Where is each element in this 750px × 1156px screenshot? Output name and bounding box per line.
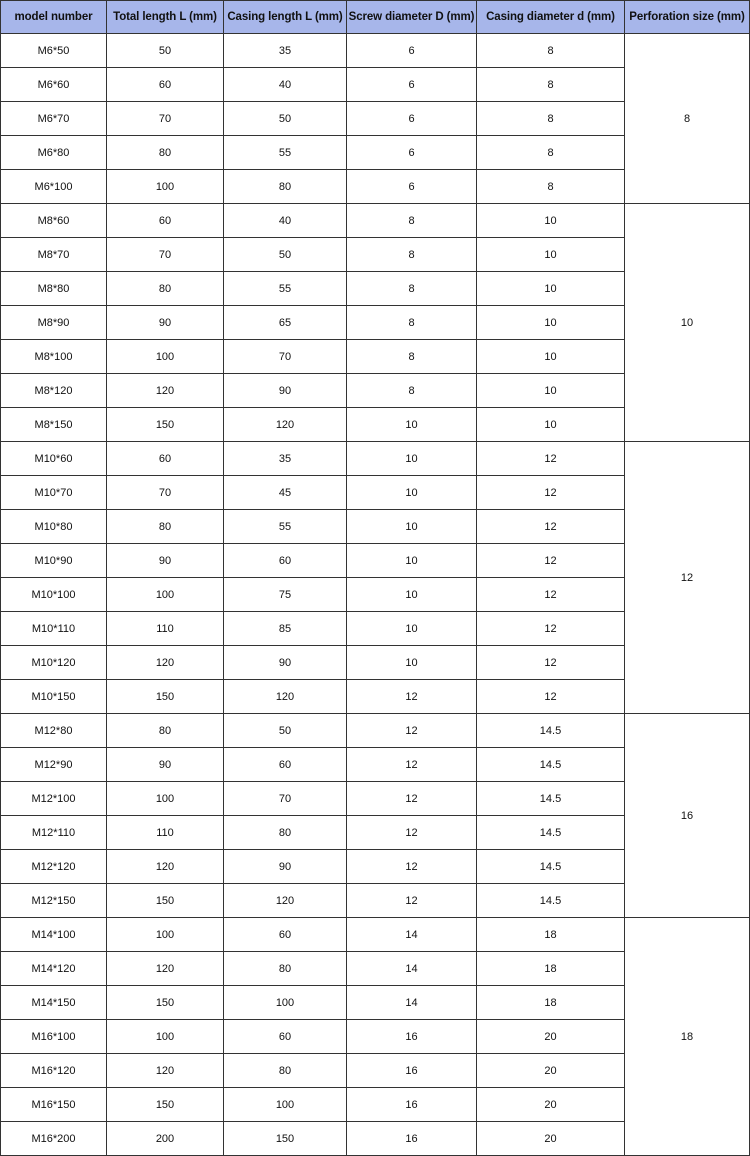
model-number-cell: M8*60 [1,204,107,238]
screw-diameter-cell: 10 [347,408,477,442]
screw-diameter-cell: 8 [347,204,477,238]
screw-diameter-cell: 6 [347,136,477,170]
screw-diameter-cell: 10 [347,442,477,476]
model-number-cell: M6*80 [1,136,107,170]
model-number-cell: M12*120 [1,850,107,884]
casing-length-cell: 100 [224,986,347,1020]
screw-diameter-cell: 8 [347,374,477,408]
model-number-cell: M10*90 [1,544,107,578]
total-length-cell: 120 [107,646,224,680]
casing-diameter-cell: 12 [477,510,625,544]
perforation-size-cell: 8 [625,34,750,204]
total-length-cell: 80 [107,714,224,748]
casing-length-cell: 50 [224,102,347,136]
model-number-cell: M10*150 [1,680,107,714]
screw-diameter-cell: 8 [347,238,477,272]
casing-diameter-cell: 10 [477,340,625,374]
screw-diameter-cell: 10 [347,476,477,510]
total-length-cell: 120 [107,374,224,408]
model-number-cell: M8*150 [1,408,107,442]
screw-diameter-cell: 16 [347,1020,477,1054]
perforation-size-cell: 12 [625,442,750,714]
model-number-cell: M10*110 [1,612,107,646]
model-number-cell: M10*70 [1,476,107,510]
casing-length-cell: 90 [224,646,347,680]
total-length-cell: 60 [107,204,224,238]
model-number-cell: M6*60 [1,68,107,102]
casing-diameter-cell: 14.5 [477,816,625,850]
screw-diameter-cell: 16 [347,1122,477,1156]
model-number-cell: M6*70 [1,102,107,136]
casing-diameter-cell: 12 [477,612,625,646]
perforation-size-cell: 16 [625,714,750,918]
model-number-cell: M12*100 [1,782,107,816]
total-length-cell: 70 [107,102,224,136]
screw-diameter-cell: 8 [347,306,477,340]
table-row [1,714,750,748]
model-number-cell: M8*80 [1,272,107,306]
total-length-cell: 200 [107,1122,224,1156]
casing-diameter-cell: 18 [477,918,625,952]
table-row [1,442,750,476]
casing-diameter-cell: 8 [477,102,625,136]
casing-diameter-cell: 14.5 [477,714,625,748]
total-length-cell: 70 [107,238,224,272]
casing-length-cell: 90 [224,850,347,884]
total-length-cell: 80 [107,136,224,170]
screw-diameter-cell: 12 [347,680,477,714]
total-length-cell: 80 [107,510,224,544]
screw-diameter-cell: 12 [347,748,477,782]
casing-diameter-cell: 12 [477,476,625,510]
casing-length-cell: 80 [224,816,347,850]
total-length-cell: 120 [107,952,224,986]
casing-diameter-cell: 20 [477,1054,625,1088]
casing-length-cell: 40 [224,68,347,102]
total-length-cell: 100 [107,1020,224,1054]
perforation-size-cell: 18 [625,918,750,1156]
total-length-cell: 90 [107,544,224,578]
table-body [1,34,750,1156]
casing-length-cell: 80 [224,170,347,204]
model-number-cell: M10*100 [1,578,107,612]
casing-length-cell: 45 [224,476,347,510]
casing-diameter-cell: 10 [477,374,625,408]
screw-diameter-cell: 10 [347,544,477,578]
casing-diameter-cell: 12 [477,680,625,714]
screw-diameter-cell: 14 [347,952,477,986]
casing-diameter-cell: 12 [477,442,625,476]
casing-length-cell: 120 [224,408,347,442]
casing-length-cell: 80 [224,952,347,986]
model-number-cell: M12*150 [1,884,107,918]
model-number-cell: M12*90 [1,748,107,782]
total-length-cell: 100 [107,578,224,612]
header-row [1,1,750,34]
casing-diameter-cell: 20 [477,1122,625,1156]
casing-length-cell: 120 [224,680,347,714]
screw-diameter-cell: 14 [347,986,477,1020]
screw-diameter-cell: 10 [347,646,477,680]
screw-diameter-cell: 6 [347,34,477,68]
casing-diameter-cell: 12 [477,544,625,578]
total-length-cell: 120 [107,850,224,884]
casing-length-cell: 75 [224,578,347,612]
header-model-number: model number [1,1,107,34]
total-length-cell: 90 [107,748,224,782]
casing-diameter-cell: 20 [477,1020,625,1054]
total-length-cell: 150 [107,884,224,918]
casing-diameter-cell: 10 [477,408,625,442]
table-row [1,204,750,238]
casing-diameter-cell: 8 [477,34,625,68]
casing-length-cell: 120 [224,884,347,918]
screw-diameter-cell: 12 [347,782,477,816]
total-length-cell: 70 [107,476,224,510]
model-number-cell: M16*150 [1,1088,107,1122]
screw-diameter-cell: 8 [347,340,477,374]
total-length-cell: 150 [107,408,224,442]
model-number-cell: M14*100 [1,918,107,952]
casing-length-cell: 60 [224,544,347,578]
model-number-cell: M8*120 [1,374,107,408]
model-number-cell: M10*60 [1,442,107,476]
model-number-cell: M8*100 [1,340,107,374]
header-perforation-size: Perforation size (mm) [625,1,750,34]
casing-length-cell: 40 [224,204,347,238]
screw-diameter-cell: 16 [347,1088,477,1122]
casing-length-cell: 65 [224,306,347,340]
casing-diameter-cell: 18 [477,952,625,986]
total-length-cell: 150 [107,680,224,714]
casing-length-cell: 100 [224,1088,347,1122]
model-number-cell: M12*110 [1,816,107,850]
casing-diameter-cell: 20 [477,1088,625,1122]
header-total-length: Total length L (mm) [107,1,224,34]
screw-diameter-cell: 12 [347,816,477,850]
screw-diameter-cell: 6 [347,170,477,204]
casing-diameter-cell: 8 [477,136,625,170]
casing-diameter-cell: 10 [477,238,625,272]
casing-diameter-cell: 14.5 [477,748,625,782]
casing-diameter-cell: 8 [477,68,625,102]
casing-length-cell: 35 [224,34,347,68]
model-number-cell: M6*50 [1,34,107,68]
screw-diameter-cell: 16 [347,1054,477,1088]
model-number-cell: M14*120 [1,952,107,986]
header-casing-length: Casing length L (mm) [224,1,347,34]
model-number-cell: M6*100 [1,170,107,204]
model-number-cell: M16*100 [1,1020,107,1054]
table-row [1,918,750,952]
casing-length-cell: 55 [224,272,347,306]
casing-length-cell: 60 [224,748,347,782]
casing-diameter-cell: 14.5 [477,884,625,918]
screw-diameter-cell: 12 [347,884,477,918]
total-length-cell: 110 [107,612,224,646]
total-length-cell: 100 [107,340,224,374]
screw-diameter-cell: 14 [347,918,477,952]
casing-length-cell: 60 [224,918,347,952]
casing-diameter-cell: 10 [477,204,625,238]
casing-length-cell: 150 [224,1122,347,1156]
casing-length-cell: 70 [224,340,347,374]
casing-length-cell: 55 [224,510,347,544]
total-length-cell: 150 [107,1088,224,1122]
table-header [1,1,750,34]
model-number-cell: M16*200 [1,1122,107,1156]
total-length-cell: 100 [107,782,224,816]
model-number-cell: M14*150 [1,986,107,1020]
screw-diameter-cell: 6 [347,102,477,136]
casing-diameter-cell: 14.5 [477,850,625,884]
casing-length-cell: 85 [224,612,347,646]
model-number-cell: M16*120 [1,1054,107,1088]
casing-diameter-cell: 12 [477,578,625,612]
total-length-cell: 80 [107,272,224,306]
casing-length-cell: 80 [224,1054,347,1088]
casing-diameter-cell: 12 [477,646,625,680]
model-number-cell: M10*80 [1,510,107,544]
header-screw-diameter: Screw diameter D (mm) [347,1,477,34]
total-length-cell: 120 [107,1054,224,1088]
total-length-cell: 100 [107,918,224,952]
model-number-cell: M8*90 [1,306,107,340]
total-length-cell: 150 [107,986,224,1020]
total-length-cell: 110 [107,816,224,850]
casing-length-cell: 70 [224,782,347,816]
total-length-cell: 100 [107,170,224,204]
total-length-cell: 90 [107,306,224,340]
model-number-cell: M8*70 [1,238,107,272]
casing-diameter-cell: 10 [477,306,625,340]
perforation-size-cell: 10 [625,204,750,442]
total-length-cell: 60 [107,68,224,102]
casing-length-cell: 50 [224,714,347,748]
screw-diameter-cell: 12 [347,714,477,748]
screw-diameter-cell: 8 [347,272,477,306]
table-row [1,34,750,68]
total-length-cell: 50 [107,34,224,68]
screw-diameter-cell: 6 [347,68,477,102]
screw-diameter-cell: 12 [347,850,477,884]
casing-length-cell: 35 [224,442,347,476]
casing-length-cell: 60 [224,1020,347,1054]
casing-diameter-cell: 8 [477,170,625,204]
screw-diameter-cell: 10 [347,578,477,612]
casing-diameter-cell: 14.5 [477,782,625,816]
total-length-cell: 60 [107,442,224,476]
model-number-cell: M12*80 [1,714,107,748]
casing-length-cell: 55 [224,136,347,170]
casing-diameter-cell: 10 [477,272,625,306]
casing-length-cell: 50 [224,238,347,272]
screw-diameter-cell: 10 [347,510,477,544]
header-casing-diameter: Casing diameter d (mm) [477,1,625,34]
casing-length-cell: 90 [224,374,347,408]
casing-diameter-cell: 18 [477,986,625,1020]
model-number-cell: M10*120 [1,646,107,680]
screw-diameter-cell: 10 [347,612,477,646]
